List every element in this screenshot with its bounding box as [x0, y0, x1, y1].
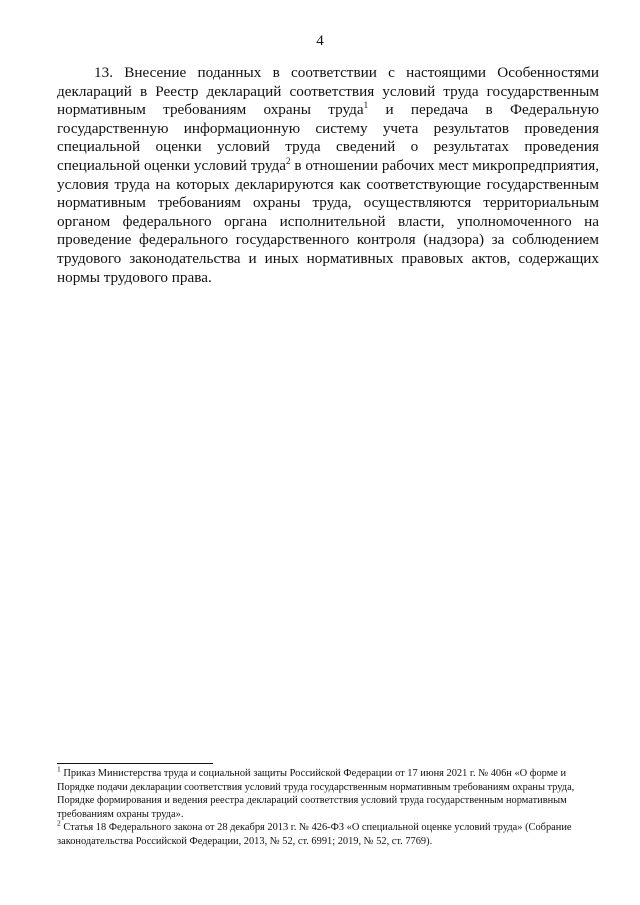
footnote-2-text: Статья 18 Федерального закона от 28 декабря 2013 г. № 426-ФЗ «О специальной оценке условий труда» (Собрание законодательства Российской Федерации, 2013, № 52, ст. 6991; 2019, № 52, ст. 7769). [57, 822, 572, 847]
footnote-reference-1: 1 [363, 100, 369, 111]
paragraph-text-part-2: и передача в Федеральную государственную информационную систему учета результатов проведения специальной оценки условий труда сведений о результатах проведения специальной оценки условий труда [57, 101, 599, 174]
footnote-reference-2: 2 [286, 155, 291, 166]
page-number: 4 [316, 33, 324, 49]
footnotes-section [57, 764, 597, 849]
footnote-1 [57, 764, 597, 821]
main-paragraph [57, 64, 599, 287]
footnote-2 [57, 818, 597, 848]
paragraph-text-part-1: 13. Внесение поданных в соответствии с настоящими Особенностями деклараций в Реестр деклараций соответствия условий труда государственным нормативным требованиям охраны труда [57, 64, 599, 119]
footnote-separator [57, 763, 213, 764]
footnote-2-mark: 2 [57, 818, 61, 828]
paragraph-text-part-3: в отношении рабочих мест микропредприятия, условия труда на которых декларируются как соответствующие государственным нормативным требованиям охраны труда, осуществляются территориальным органом федерального органа исполнительной власти, уполномоченного на проведение федерального государственного контроля (надзора) за соблюдением трудового законодательства и иных нормативных правовых актов, содержащих нормы трудового права. [57, 156, 599, 286]
footnote-1-mark: 1 [57, 764, 61, 774]
footnote-1-text: Приказ Министерства труда и социальной защиты Российской Федерации от 17 июня 2021 г. № 406н «О форме и Порядке подачи декларации соответствия условий труда государственным нормативным требованиям охраны труда, Порядке формирования и ведения реестра деклараций соответствия условий труда государственным нормативным требованиям охраны труда». [57, 768, 575, 820]
